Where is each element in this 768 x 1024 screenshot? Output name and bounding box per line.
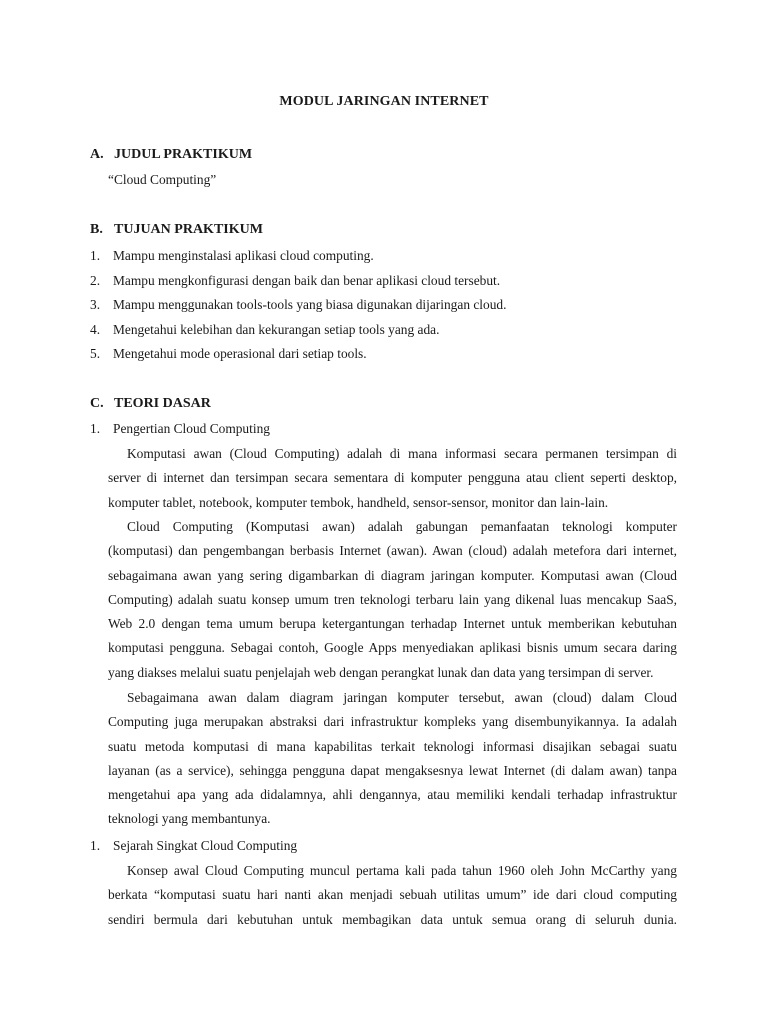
list-item-number: 1. xyxy=(90,248,101,263)
paragraph-line: sendiri bermula dari kebutuhan untuk membagikan data untuk semua orang di seluruh dunia. xyxy=(108,911,677,927)
paragraph-line: server di internet dan tersimpan secara sementara di komputer pengguna atau client seperti desktop, xyxy=(108,470,677,486)
paragraph-line: Sebagaimana awan dalam diagram jaringan komputer tersebut, awan (cloud) dalam Cloud xyxy=(127,690,677,705)
paragraph-line: sebagaimana awan yang sering digambarkan di diagram jaringan komputer. Komputasi awan (Cloud xyxy=(108,567,677,583)
list-item xyxy=(90,247,506,272)
paragraph-definition-3 xyxy=(108,686,677,832)
list-item xyxy=(90,345,506,370)
subsection-1-title: Pengertian Cloud Computing xyxy=(113,421,270,436)
paragraph-definition-1 xyxy=(108,442,677,515)
list-item-number: 3. xyxy=(90,297,101,312)
subsection-2-heading xyxy=(90,838,297,854)
paragraph-line: Computing juga merupakan abstraksi dari infrastruktur kompleks yang disembunyikannya. Ia adalah xyxy=(108,714,677,730)
section-c-heading xyxy=(90,396,211,412)
subsection-1-number: 1. xyxy=(90,421,101,436)
list-item-number: 4. xyxy=(90,321,101,337)
section-c-mark: C. xyxy=(90,396,104,411)
list-item xyxy=(90,296,506,321)
section-b-heading xyxy=(90,222,263,238)
section-a-title: JUDUL PRAKTIKUM xyxy=(114,147,253,162)
list-item xyxy=(90,272,506,297)
document-title: MODUL JARINGAN INTERNET xyxy=(279,94,489,109)
section-a-quote: “Cloud Computing” xyxy=(108,172,217,187)
paragraph-line: komputer tablet, notebook, komputer tembok, handheld, sensor-sensor, monitor dan lain-lain. xyxy=(108,494,609,510)
list-item-text: Mengetahui mode operasional dari setiap tools. xyxy=(113,346,367,361)
subsection-1-heading xyxy=(90,421,270,437)
paragraph-definition-2 xyxy=(108,515,677,685)
paragraph-line: Web 2.0 dengan tema umum berupa ketergantungan terhadap Internet untuk memberikan kebutuhan xyxy=(108,616,677,632)
paragraph-line: Cloud Computing (Komputasi awan) adalah gabungan pemanfaatan teknologi komputer xyxy=(127,519,677,534)
paragraph-line: teknologi yang membantunya. xyxy=(108,811,271,827)
section-b-title: TUJUAN PRAKTIKUM xyxy=(114,222,263,237)
list-item-text: Mengetahui kelebihan dan kekurangan setiap tools yang ada. xyxy=(113,321,440,337)
paragraph-line: berkata “komputasi suatu hari nanti akan menjadi sebuah utilitas umum” ide dari cloud computing xyxy=(108,887,677,903)
paragraph-line: Computing) adalah suatu konsep umum tren teknologi terbaru lain yang dikenal luas mencakup SaaS, xyxy=(108,591,677,607)
list-item-number: 2. xyxy=(90,272,101,288)
list-item xyxy=(90,321,506,346)
paragraph-line: yang diakses melalui suatu penjelajah web dengan perangkat lunak dan data yang tersimpan di server. xyxy=(108,664,654,680)
section-b-mark: B. xyxy=(90,222,103,237)
subsection-2-title: Sejarah Singkat Cloud Computing xyxy=(113,838,298,853)
list-item-text: Mampu mengkonfigurasi dengan baik dan benar aplikasi cloud tersebut. xyxy=(113,272,501,288)
paragraph-line: komputasi pengguna. Sebagai contoh, Google Apps menyediakan aplikasi bisnis umum secara daring xyxy=(108,640,677,656)
paragraph-line: layanan (as a service), sehingga pengguna dapat mengaksesnya lewat Internet (di dalam awan) tanpa xyxy=(108,762,677,778)
subsection-2-number: 1. xyxy=(90,838,101,853)
paragraph-line: (komputasi) dan pengembangan berbasis Internet (awan). Awan (cloud) adalah metefora dari internet, xyxy=(108,543,677,559)
list-item-number: 5. xyxy=(90,346,101,361)
paragraph-line: suatu metoda komputasi di mana kapabilitas terkait teknologi informasi disajikan sebagai suatu xyxy=(108,738,677,754)
paragraph-line: Konsep awal Cloud Computing muncul pertama kali pada tahun 1960 oleh John McCarthy yang xyxy=(127,863,677,878)
list-item-text: Mampu menggunakan tools-tools yang biasa digunakan dijaringan cloud. xyxy=(113,297,507,312)
objectives-list xyxy=(90,247,506,370)
section-c-title: TEORI DASAR xyxy=(114,396,211,411)
paragraph-line: Komputasi awan (Cloud Computing) adalah di mana informasi secara permanen tersimpan di xyxy=(127,446,677,461)
section-a-heading xyxy=(90,147,252,163)
paragraph-line: mengetahui apa yang ada didalamnya, ahli dengannya, atau memiliki kendali terhadap infrastruktur xyxy=(108,787,677,803)
list-item-text: Mampu menginstalasi aplikasi cloud computing. xyxy=(113,248,374,263)
paragraph-history-1 xyxy=(108,859,677,932)
section-a-mark: A. xyxy=(90,147,104,162)
